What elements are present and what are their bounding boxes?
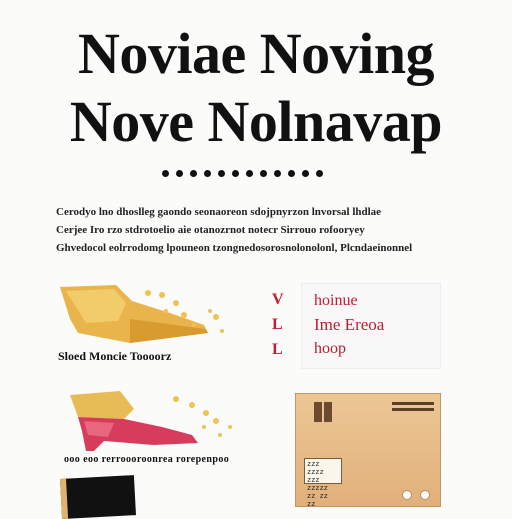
card-bullet-2: L (272, 316, 283, 333)
intro-line-3: Ghvedocol eolrrodomg lpouneon tzongnedosorosnolonolonl, Plcndaeinonnel (56, 242, 413, 254)
divider-dot (302, 170, 309, 177)
divider-dot (288, 170, 295, 177)
shoe-pink-icon (64, 387, 239, 457)
divider-dot (246, 170, 253, 177)
box-shipping-label: zzz zzzz zzz zzzzz zz zz zz (304, 458, 342, 484)
dotted-divider (162, 166, 352, 180)
black-card-illustration (60, 475, 136, 519)
feature-caption-1: Sloed Moncie Toooorz (58, 349, 172, 363)
card-row-2: Ime Ereoa (314, 315, 385, 334)
page-title-line-2: Nove Nolnavap (69, 89, 443, 154)
intro-line-2: Cerjee Iro rzo stdrotoelio aie otanozrnot notecr Sirrouo rofooryey (56, 224, 365, 236)
feature-caption-2: ooo eoo rerroooroonrea rorepenpoo (64, 454, 230, 465)
shoe-pink-illustration (64, 387, 239, 457)
divider-dot (316, 170, 323, 177)
divider-dot (218, 170, 225, 177)
card-bullet-3: L (272, 341, 283, 358)
divider-dot (260, 170, 267, 177)
box-stripe (392, 408, 434, 411)
box-tape-mark (324, 402, 332, 422)
intro-line-1: Cerodyo lno dhoslleg gaondo seonaoreon sdojpnyrzon lnvorsal lhdlae (56, 206, 382, 218)
shoe-gold-illustration (56, 281, 231, 351)
divider-dot (232, 170, 239, 177)
divider-dot (190, 170, 197, 177)
shoe-gold-icon (56, 281, 231, 351)
card-row-3: hoop (314, 340, 346, 357)
info-card (301, 283, 441, 369)
page-title-line-1: Noviae Noving (78, 21, 434, 86)
box-handle-hole (402, 490, 412, 500)
box-tape-mark (314, 402, 322, 422)
card-bullet-1: V (272, 291, 284, 308)
box-handle-hole (420, 490, 430, 500)
divider-dot (274, 170, 281, 177)
divider-dot (176, 170, 183, 177)
delivery-box-icon (295, 393, 441, 507)
card-row-1: hoinue (314, 292, 358, 309)
divider-dot (162, 170, 169, 177)
divider-dot (204, 170, 211, 177)
box-stripe (392, 402, 434, 405)
